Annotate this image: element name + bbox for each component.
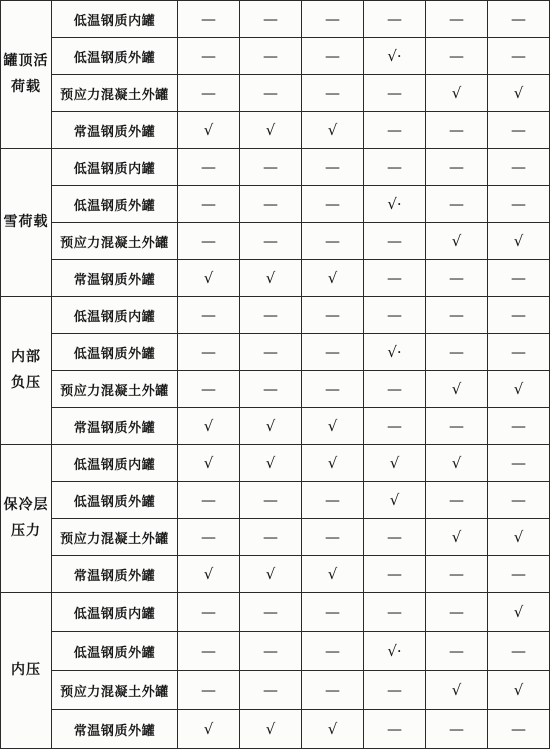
mark-cell: — (488, 260, 550, 297)
mark-cell: √ (178, 445, 240, 482)
mark-cell: √ (178, 112, 240, 149)
group-label: 保冷层 压力 (1, 445, 52, 593)
mark-cell: — (178, 75, 240, 112)
mark-cell: — (178, 671, 240, 710)
mark-cell: — (426, 297, 488, 334)
mark-cell: — (240, 482, 302, 519)
component-label: 预应力混凝土外罐 (52, 371, 178, 408)
mark-cell: √ (426, 223, 488, 260)
mark-cell: — (426, 38, 488, 75)
mark-cell: √ (426, 671, 488, 710)
mark-cell: √· (364, 632, 426, 671)
mark-cell: — (426, 1, 488, 38)
mark-cell: — (302, 482, 364, 519)
mark-cell: — (426, 482, 488, 519)
mark-cell: — (364, 519, 426, 556)
mark-cell: — (488, 38, 550, 75)
mark-cell: √ (488, 519, 550, 556)
mark-cell: √ (240, 408, 302, 445)
mark-cell: — (240, 671, 302, 710)
mark-cell: — (240, 632, 302, 671)
mark-cell: — (364, 112, 426, 149)
mark-cell: — (178, 632, 240, 671)
mark-cell: — (302, 38, 364, 75)
mark-cell: — (240, 593, 302, 632)
component-label: 预应力混凝土外罐 (52, 223, 178, 260)
mark-cell: — (302, 1, 364, 38)
mark-cell: √ (302, 112, 364, 149)
mark-cell: — (302, 186, 364, 223)
mark-cell: — (364, 75, 426, 112)
mark-cell: √· (364, 38, 426, 75)
component-label: 预应力混凝土外罐 (52, 75, 178, 112)
mark-cell: — (240, 149, 302, 186)
mark-cell: — (240, 186, 302, 223)
mark-cell: — (302, 75, 364, 112)
mark-cell: √ (178, 556, 240, 593)
mark-cell: — (364, 260, 426, 297)
mark-cell: — (488, 334, 550, 371)
mark-cell: — (364, 149, 426, 186)
component-label: 常温钢质外罐 (52, 556, 178, 593)
mark-cell: — (178, 297, 240, 334)
mark-cell: √ (426, 371, 488, 408)
mark-cell: — (364, 223, 426, 260)
mark-cell: — (178, 1, 240, 38)
component-label: 低温钢质内罐 (52, 1, 178, 38)
mark-cell: — (178, 334, 240, 371)
component-label: 低温钢质内罐 (52, 149, 178, 186)
mark-cell: √· (364, 334, 426, 371)
mark-cell: — (488, 710, 550, 749)
mark-cell: — (240, 371, 302, 408)
mark-cell: — (364, 671, 426, 710)
mark-cell: — (488, 632, 550, 671)
mark-cell: — (302, 519, 364, 556)
mark-cell: — (302, 632, 364, 671)
group-label: 内部 负压 (1, 297, 52, 445)
group-label: 内压 (1, 593, 52, 749)
mark-cell: √ (488, 671, 550, 710)
component-label: 常温钢质外罐 (52, 710, 178, 749)
mark-cell: — (488, 482, 550, 519)
mark-cell: — (302, 371, 364, 408)
mark-cell: — (426, 112, 488, 149)
component-label: 低温钢质内罐 (52, 445, 178, 482)
component-label: 低温钢质内罐 (52, 593, 178, 632)
mark-cell: — (488, 149, 550, 186)
mark-cell: — (240, 223, 302, 260)
group-label: 罐顶活 荷载 (1, 1, 52, 149)
mark-cell: √ (302, 445, 364, 482)
mark-cell: — (178, 593, 240, 632)
mark-cell: — (364, 408, 426, 445)
component-label: 低温钢质外罐 (52, 632, 178, 671)
mark-cell: √ (488, 223, 550, 260)
component-label: 低温钢质外罐 (52, 38, 178, 75)
mark-cell: — (302, 671, 364, 710)
mark-cell: — (178, 223, 240, 260)
mark-cell: — (426, 710, 488, 749)
mark-cell: — (426, 186, 488, 223)
component-label: 常温钢质外罐 (52, 260, 178, 297)
mark-cell: — (240, 297, 302, 334)
component-label: 低温钢质内罐 (52, 297, 178, 334)
mark-cell: — (426, 632, 488, 671)
mark-cell: — (302, 334, 364, 371)
mark-cell: √ (240, 710, 302, 749)
mark-cell: √ (488, 75, 550, 112)
mark-cell: — (488, 445, 550, 482)
mark-cell: √ (240, 445, 302, 482)
mark-cell: — (426, 408, 488, 445)
mark-cell: — (178, 482, 240, 519)
mark-cell: √ (302, 260, 364, 297)
mark-cell: √ (364, 445, 426, 482)
mark-cell: √ (178, 260, 240, 297)
component-label: 常温钢质外罐 (52, 408, 178, 445)
component-label: 低温钢质外罐 (52, 482, 178, 519)
mark-cell: √ (426, 75, 488, 112)
mark-cell: — (178, 371, 240, 408)
mark-cell: √ (364, 482, 426, 519)
mark-cell: — (426, 260, 488, 297)
mark-cell: √ (302, 556, 364, 593)
mark-cell: √ (240, 260, 302, 297)
mark-cell: — (488, 297, 550, 334)
mark-cell: √· (364, 186, 426, 223)
mark-cell: — (240, 519, 302, 556)
mark-cell: — (426, 334, 488, 371)
mark-cell: — (426, 149, 488, 186)
mark-cell: — (426, 556, 488, 593)
mark-cell: — (240, 334, 302, 371)
mark-cell: — (364, 371, 426, 408)
mark-cell: — (178, 186, 240, 223)
group-label: 雪荷载 (1, 149, 52, 297)
mark-cell: √ (302, 710, 364, 749)
mark-cell: — (488, 1, 550, 38)
component-label: 低温钢质外罐 (52, 334, 178, 371)
component-label: 预应力混凝土外罐 (52, 519, 178, 556)
mark-cell: √ (488, 371, 550, 408)
mark-cell: — (302, 223, 364, 260)
mark-cell: √ (178, 408, 240, 445)
mark-cell: — (364, 556, 426, 593)
component-label: 常温钢质外罐 (52, 112, 178, 149)
mark-cell: — (302, 149, 364, 186)
mark-cell: — (364, 710, 426, 749)
mark-cell: — (364, 593, 426, 632)
mark-cell: — (178, 149, 240, 186)
mark-cell: √ (240, 556, 302, 593)
mark-cell: — (488, 556, 550, 593)
mark-cell: — (426, 593, 488, 632)
mark-cell: — (364, 1, 426, 38)
mark-cell: √ (178, 710, 240, 749)
component-label: 预应力混凝土外罐 (52, 671, 178, 710)
mark-cell: √ (426, 445, 488, 482)
mark-cell: √ (488, 593, 550, 632)
component-label: 低温钢质外罐 (52, 186, 178, 223)
mark-cell: — (240, 38, 302, 75)
mark-cell: — (240, 75, 302, 112)
mark-cell: — (488, 112, 550, 149)
mark-cell: — (488, 408, 550, 445)
mark-cell: √ (240, 112, 302, 149)
mark-cell: √ (426, 519, 488, 556)
mark-cell: — (240, 1, 302, 38)
mark-cell: √ (302, 408, 364, 445)
mark-cell: — (302, 297, 364, 334)
mark-cell: — (302, 593, 364, 632)
mark-cell: — (488, 186, 550, 223)
mark-cell: — (364, 297, 426, 334)
mark-cell: — (178, 38, 240, 75)
mark-cell: — (178, 519, 240, 556)
